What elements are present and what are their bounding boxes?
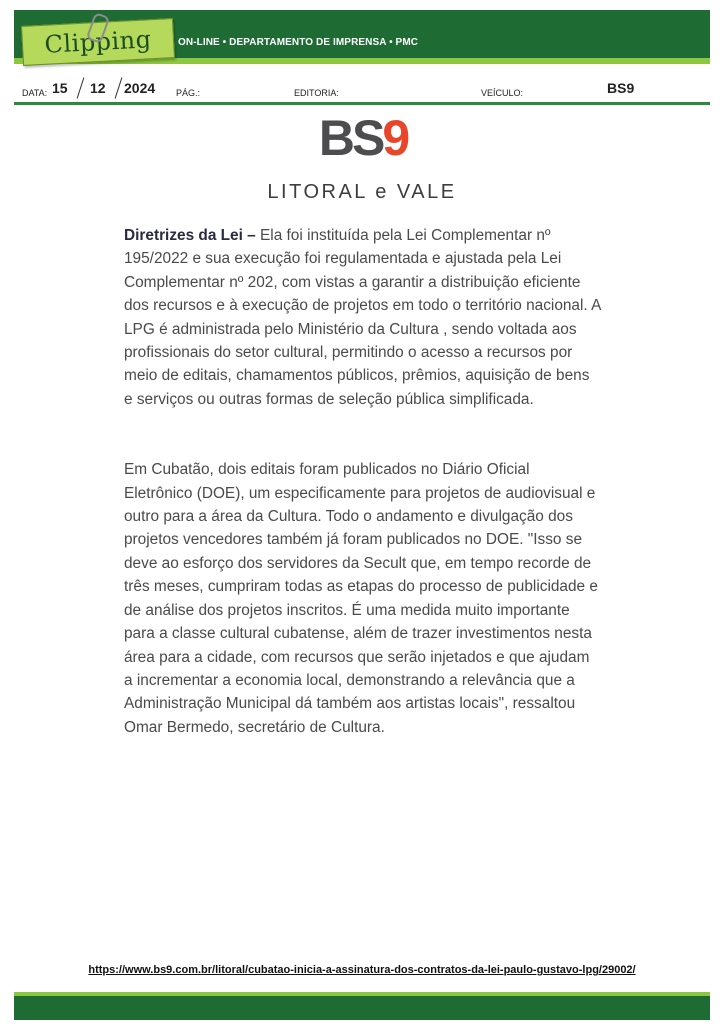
article-paragraph-text: Ela foi instituída pela Lei Complementar nº 195/2022 e sua execução foi regulamentada e ajustada pela Lei Complementar nº 202, com vistas a garantir a distribuição eficiente dos recursos e à execução de projetos em todo o território nacional. A LPG é administrada pelo Ministério da Cultura , sendo voltada aos profissionais do setor cultural, permitindo o acesso a recursos por meio de editais, chamamentos públicos, prêmios, aquisição de bens e serviços ou outras formas de seleção pública simplificada. (124, 227, 601, 408)
veiculo-label: VEÍCULO: (481, 88, 524, 98)
meta-divider (14, 102, 710, 105)
article-paragraph (124, 224, 602, 411)
article-lead-heading: Diretrizes da Lei – (124, 227, 256, 244)
clipping-meta-row (22, 80, 712, 104)
bs9-logo-text (302, 112, 424, 164)
article-body (124, 224, 602, 739)
footer-bar (14, 996, 710, 1020)
logo-subtitle: LITORAL e VALE (267, 181, 457, 203)
clipping-label: Clipping (43, 25, 153, 59)
page-label: PÁG.: (176, 88, 201, 98)
date-label: DATA: (22, 88, 48, 98)
header-tagline: ON-LINE • DEPARTAMENTO DE IMPRENSA • PMC (178, 37, 419, 48)
date-separator (115, 77, 123, 98)
date-year: 2024 (124, 80, 156, 96)
date-month: 12 (90, 80, 106, 96)
logo-bs: BS (318, 110, 383, 166)
source-link[interactable]: https://www.bs9.com.br/litoral/cubatao-inicia-a-assinatura-dos-contratos-da-lei-paulo-gustavo-lpg/29002/ (88, 964, 636, 976)
article-paragraph: Em Cubatão, dois editais foram publicados no Diário Oficial Eletrônico (DOE), um especificamente para projetos de audiovisual e outro para a área da Cultura. Todo o andamento e divulgação dos projetos vencedores também já foram publicados no DOE. "Isso se deve ao esforço dos servidores da Secult que, em tempo recorde de três meses, cumpriram todas as etapas do processo de publicidade e de análise dos projetos inscritos. É uma medida muito importante para a classe cultural cubatense, além de trazer investimentos nesta área para a cidade, com recursos que serão injetados e que ajudam a incrementar a economia local, demonstrando a relevância que a Administração Municipal dá também aos artistas locais", ressaltou Omar Bermedo, secretário de Cultura. (124, 461, 598, 736)
date-day: 15 (52, 80, 68, 96)
veiculo-value: BS9 (607, 80, 635, 96)
editoria-label: EDITORIA: (294, 88, 339, 98)
logo-nine: 9 (382, 110, 408, 166)
bs9-logo (302, 112, 424, 164)
date-separator (77, 77, 85, 98)
